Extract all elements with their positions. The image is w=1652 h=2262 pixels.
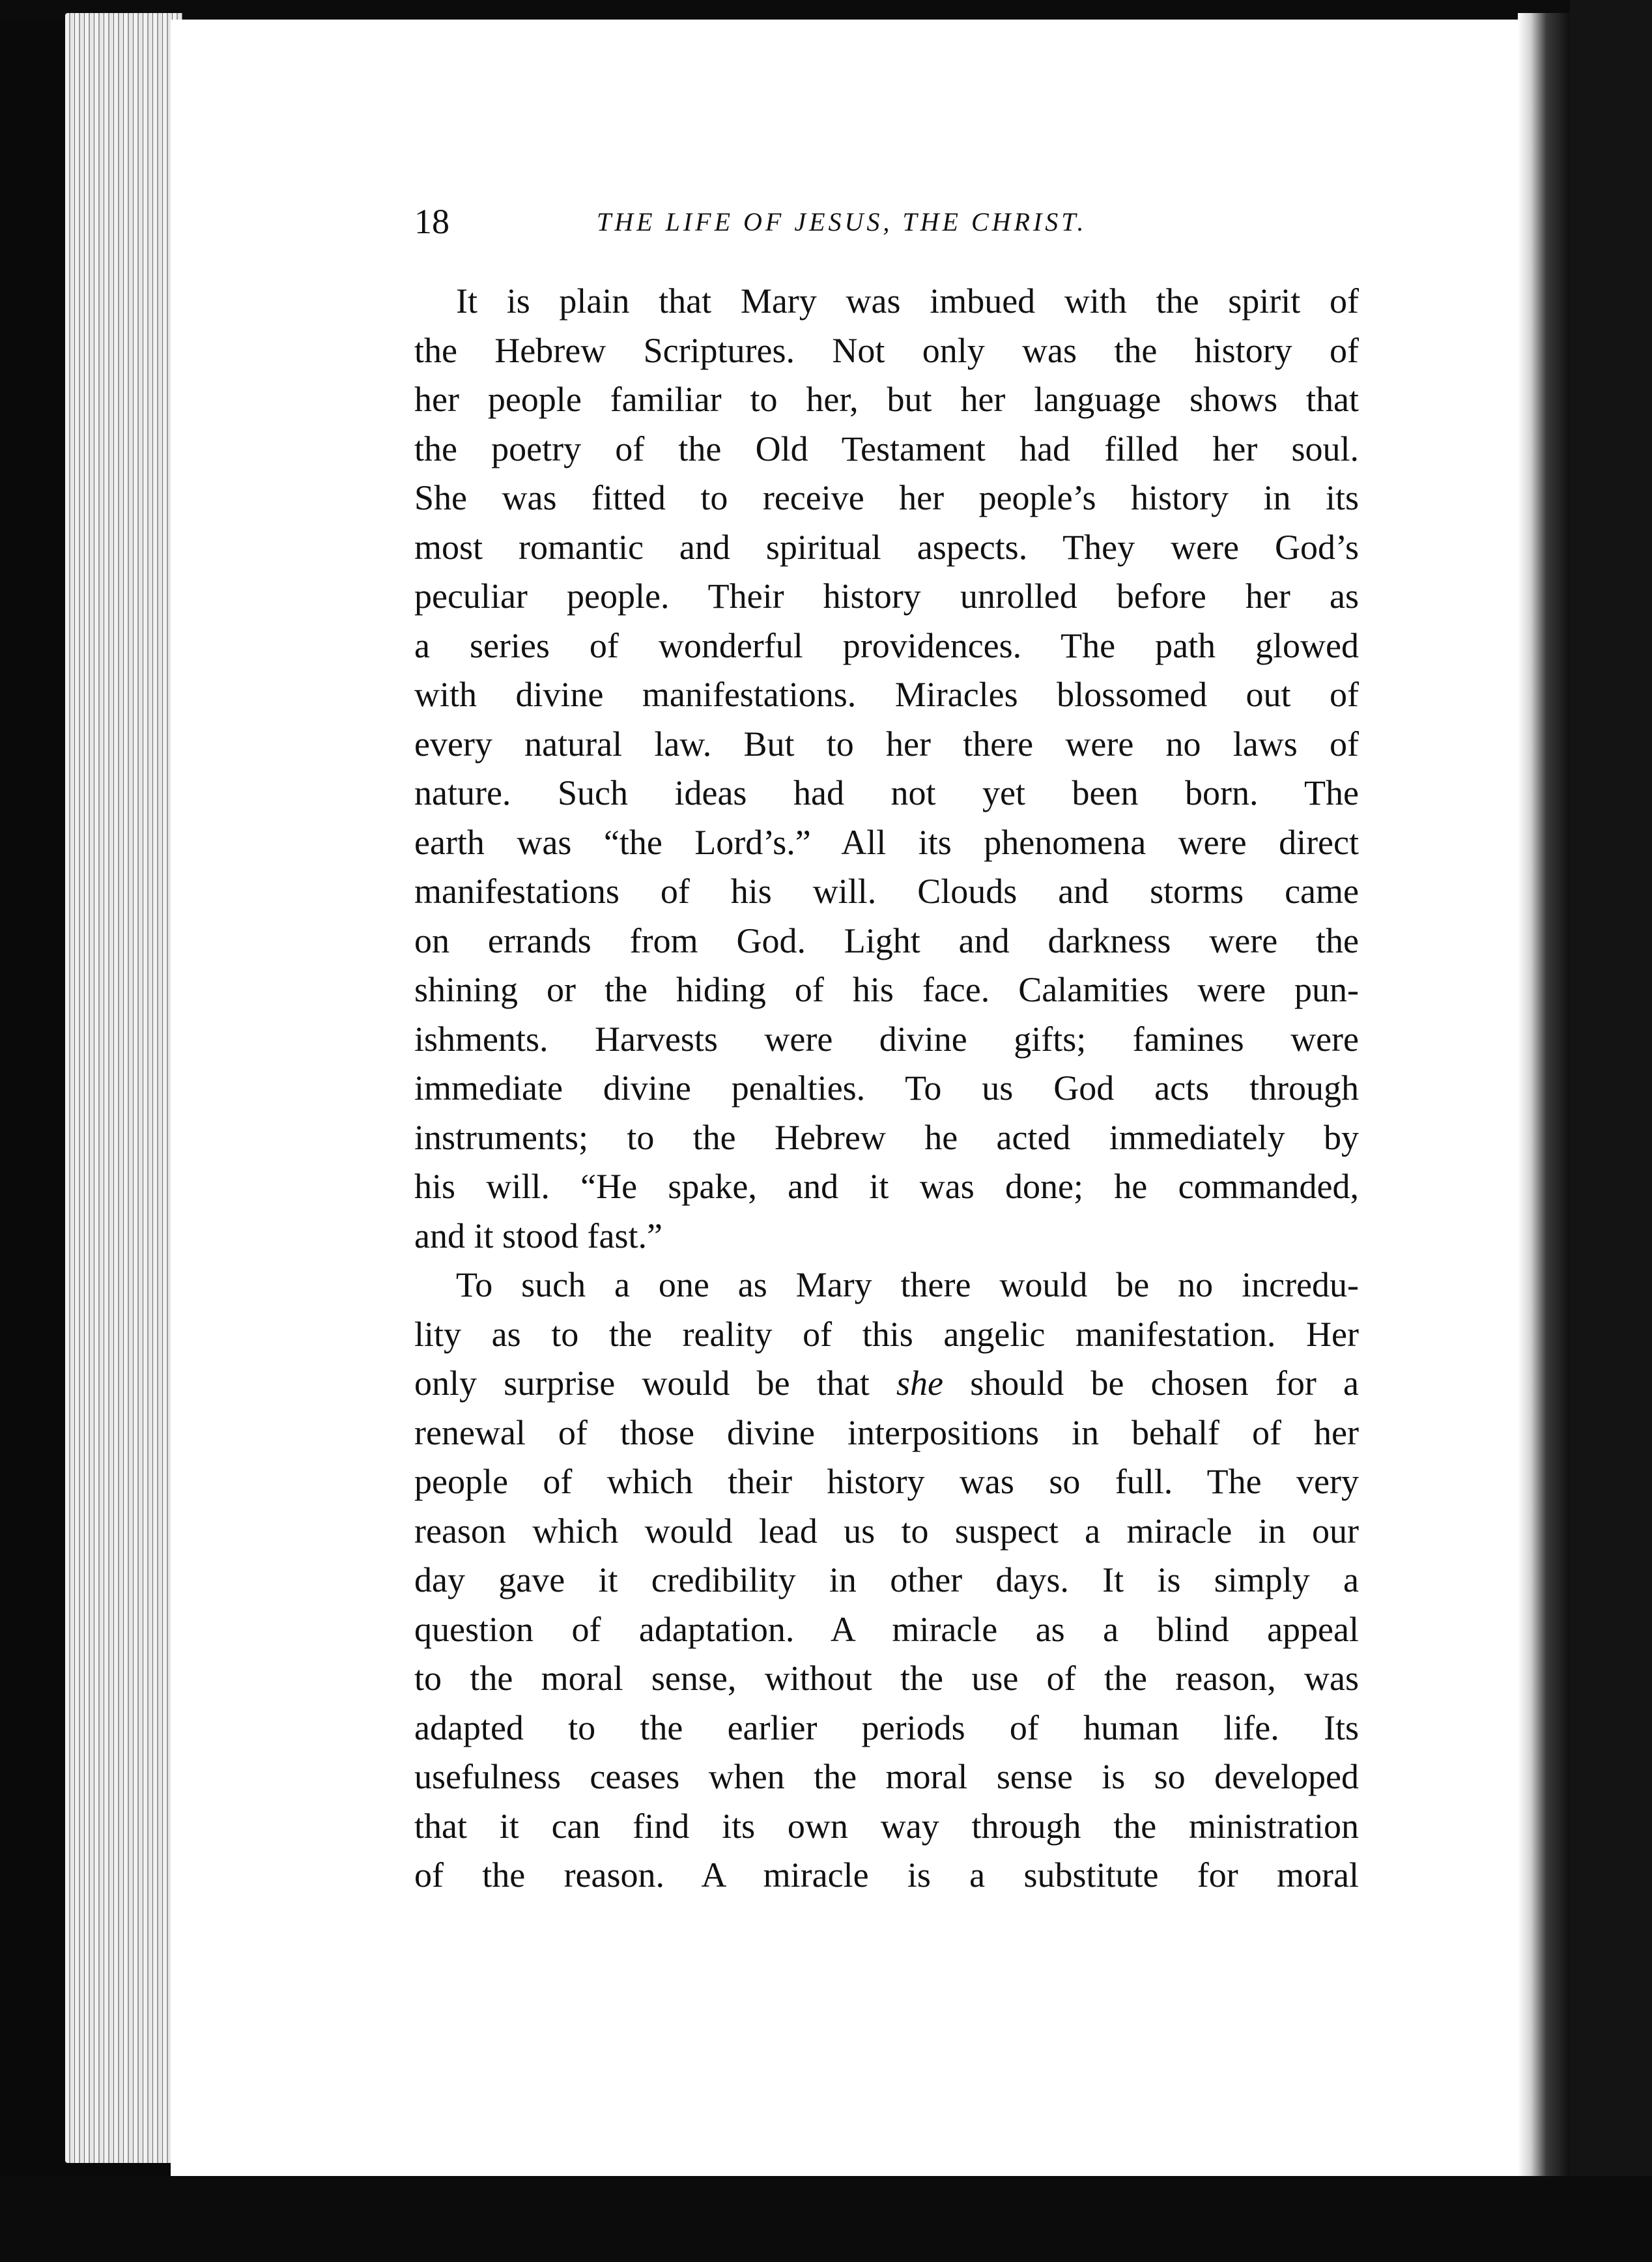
text-line: every natural law. But to her there were no laws of [414, 724, 1359, 764]
text-line: immediate divine penalties. To us God acts through [414, 1068, 1359, 1108]
text-line: question of adaptation. A miracle as a blind appeal [414, 1609, 1359, 1649]
text-line: a series of wonderful providences. The path glowed [414, 625, 1359, 665]
text-line: that it can find its own way through the ministration [414, 1806, 1359, 1846]
text-line: his will. “He spake, and it was done; he commanded, [414, 1167, 1359, 1206]
page-header [414, 195, 1365, 248]
text-line: with divine manifestations. Miracles blossomed out of [414, 675, 1359, 714]
page-edges [65, 13, 182, 2163]
italic-emphasis: she [896, 1364, 944, 1403]
text-line: on errands from God. Light and darkness were the [414, 921, 1359, 960]
text-line: usefulness ceases when the moral sense is so developed [414, 1757, 1359, 1796]
text-segment: only surprise would be that [414, 1364, 897, 1403]
text-line: She was fitted to receive her people’s history in its [414, 478, 1359, 517]
text-line: to the moral sense, without the use of the reason, was [414, 1659, 1359, 1698]
text-segment: should be chosen for a [943, 1364, 1359, 1403]
text-line: lity as to the reality of this angelic manifestation. Her [414, 1314, 1359, 1354]
text-line: reason which would lead us to suspect a miracle in our [414, 1511, 1359, 1551]
page-number: 18 [414, 202, 449, 241]
text-line: day gave it credibility in other days. It is simply a [414, 1560, 1359, 1599]
scan-border-bottom [0, 2176, 1652, 2262]
text-line: instruments; to the Hebrew he acted immediately by [414, 1117, 1359, 1157]
text-line: manifestations of his will. Clouds and storms came [414, 872, 1359, 911]
text-line: renewal of those divine interpositions in behalf of her [414, 1412, 1359, 1452]
text-line: nature. Such ideas had not yet been born. The [414, 773, 1359, 812]
book-gutter-shadow [1518, 13, 1570, 2183]
scan-border-right [1570, 0, 1652, 2262]
text-line: peculiar people. Their history unrolled before her as [414, 577, 1359, 616]
body-text [414, 277, 1359, 1900]
text-line: of the reason. A miracle is a substitute for moral [414, 1855, 1359, 1895]
text-line: the Hebrew Scriptures. Not only was the history of [414, 330, 1359, 370]
text-line: most romantic and spiritual aspects. They were God’s [414, 527, 1359, 567]
text-line: and it stood fast.” [414, 1216, 662, 1255]
text-line: shining or the hiding of his face. Calamities were pun- [414, 970, 1359, 1009]
text-line: earth was “the Lord’s.” All its phenomena were direct [414, 822, 1359, 862]
text-line: people of which their history was so full. The very [414, 1462, 1359, 1501]
text-line [414, 1359, 1359, 1409]
text-line: It is plain that Mary was imbued with the spirit of [456, 281, 1359, 321]
scan-border-top [0, 0, 1652, 20]
text-line: ishments. Harvests were divine gifts; famines were [414, 1019, 1359, 1059]
text-line: her people familiar to her, but her language shows that [414, 380, 1359, 419]
text-line: the poetry of the Old Testament had filled her soul. [414, 429, 1359, 468]
running-head: THE LIFE OF JESUS, THE CHRIST. [597, 207, 1087, 236]
text-line: To such a one as Mary there would be no incredu- [456, 1265, 1359, 1304]
text-line: adapted to the earlier periods of human life. Its [414, 1708, 1359, 1747]
